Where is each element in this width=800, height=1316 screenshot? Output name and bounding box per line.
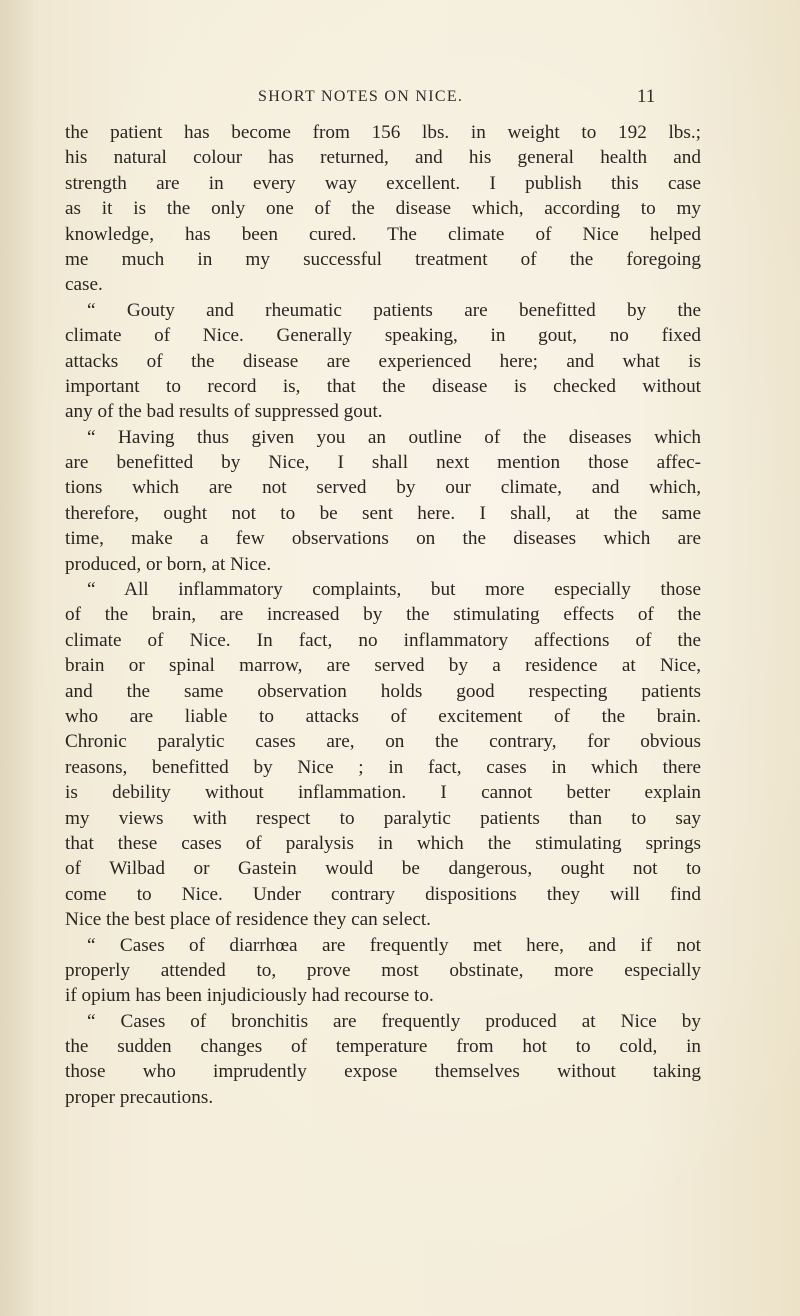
text-line: knowledge, has been cured. The climate of Nice helped [65,223,701,245]
text-line: attacks of the disease are experienced here; and what is [65,350,701,372]
text-line: are benefitted by Nice, I shall next mention those affec- [65,452,701,474]
running-head: SHORT NOTES ON NICE. [258,88,464,105]
text-line: “ Cases of diarrhœa are frequently met here, and if not [87,934,701,956]
text-line: strength are in every way excellent. I publish this case [65,172,701,194]
text-line: those who imprudently expose themselves without taking [65,1061,701,1083]
page-header [0,88,800,112]
text-line: of the brain, are increased by the stimulating effects of the [65,604,701,626]
text-line: the patient has become from 156 lbs. in weight to 192 lbs.; [65,122,701,143]
text-line: of Wilbad or Gastein would be dangerous, ought not to [65,858,701,880]
text-line: time, make a few observations on the diseases which are [65,528,701,550]
text-line: Chronic paralytic cases are, on the contrary, for obvious [65,731,701,753]
text-line: “ Cases of bronchitis are frequently produced at Nice by [87,1010,701,1032]
text-line: “ All inflammatory complaints, but more especially those [87,579,701,601]
page-gutter-shadow [0,0,40,1316]
text-line: come to Nice. Under contrary dispositions they will find [65,883,701,905]
text-line: properly attended to, prove most obstinate, more especially [65,959,701,981]
text-line: therefore, ought not to be sent here. I shall, at the same [65,502,701,524]
text-line: me much in my successful treatment of the foregoing [65,248,701,270]
text-line: if opium has been injudiciously had recourse to. [65,985,434,1007]
text-line: climate of Nice. Generally speaking, in gout, no fixed [65,325,701,347]
text-line: climate of Nice. In fact, no inflammatory affections of the [65,629,701,651]
text-line: produced, or born, at Nice. [65,553,272,575]
text-line: Nice the best place of residence they can select. [65,909,431,931]
text-line: reasons, benefitted by Nice ; in fact, cases in which there [65,756,701,778]
text-line: that these cases of paralysis in which the stimulating springs [65,832,701,854]
text-line: “ Having thus given you an outline of the diseases which [87,426,701,448]
text-line: is debility without inflammation. I cannot better explain [65,782,701,804]
text-line: important to record is, that the disease is checked without [65,375,701,397]
text-line: “ Gouty and rheumatic patients are benefitted by the [87,299,701,321]
text-line: and the same observation holds good respecting patients [65,680,701,702]
text-line: case. [65,274,103,296]
text-line: as it is the only one of the disease which, according to my [65,198,701,220]
text-line: tions which are not served by our climate, and which, [65,477,701,499]
text-line: his natural colour has returned, and his general health and [65,147,701,169]
text-line: the sudden changes of temperature from hot to cold, in [65,1036,701,1058]
text-line: proper precautions. [65,1086,214,1108]
text-line: any of the bad results of suppressed gout. [65,401,383,423]
body-text [65,120,701,1110]
text-line: my views with respect to paralytic patients than to say [65,807,701,829]
page-number: 11 [637,86,656,107]
text-line: brain or spinal marrow, are served by a residence at Nice, [65,655,701,677]
text-line: who are liable to attacks of excitement of the brain. [65,705,701,727]
